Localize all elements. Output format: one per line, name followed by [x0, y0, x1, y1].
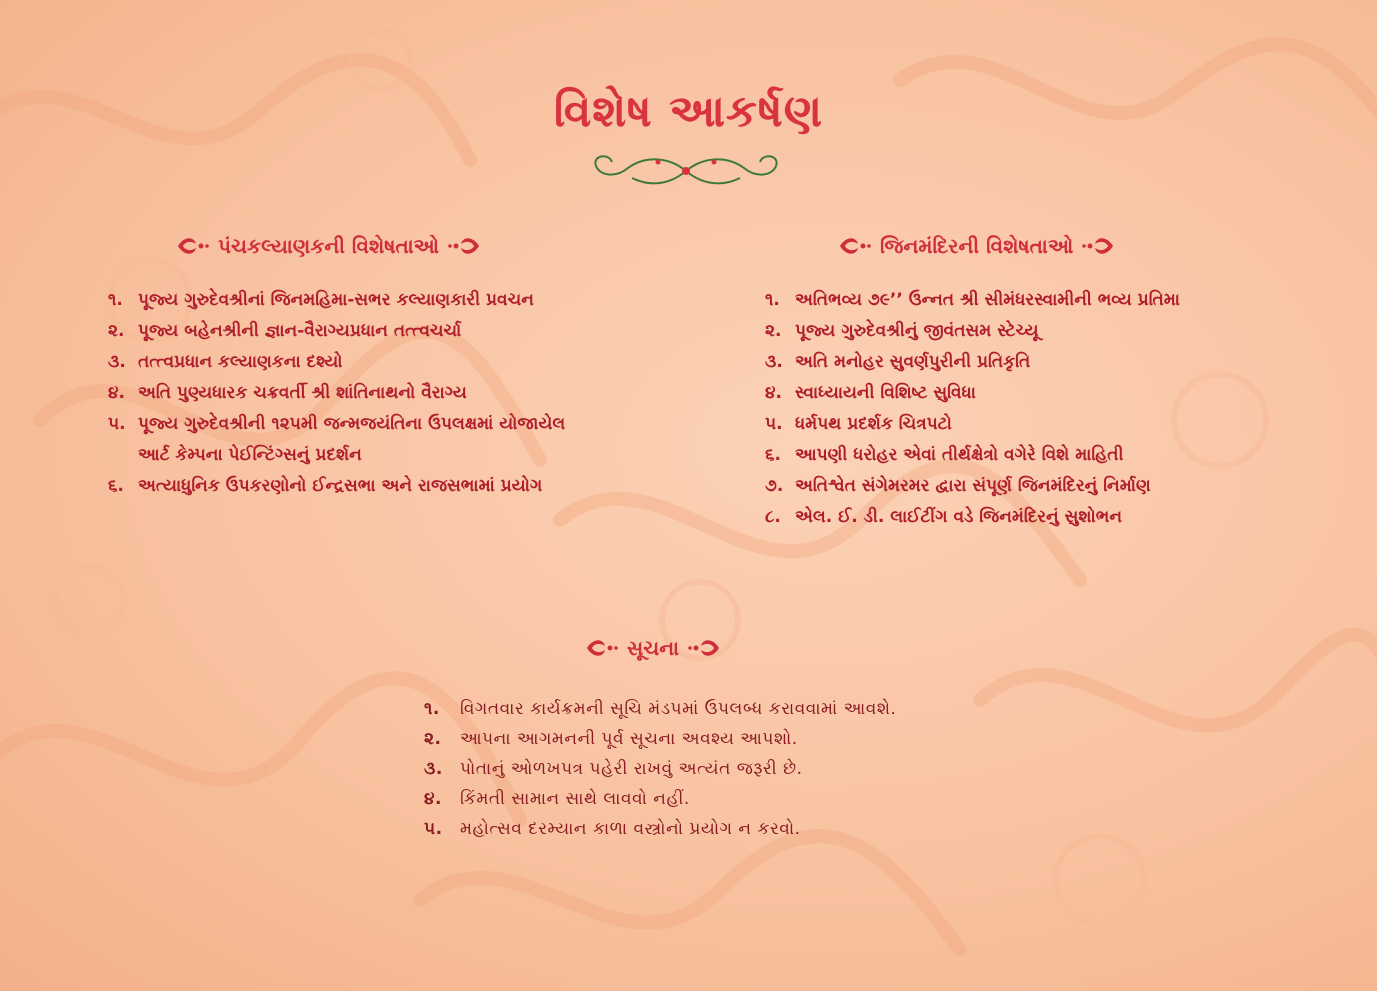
list-item: ૧. અતિભવ્ય ૭૯’’ ઉન્નત શ્રી સીમંધરસ્વામીની ભવ્ય પ્રતિમા	[765, 290, 1180, 310]
flourish-left-icon	[838, 236, 872, 256]
list-item: ૪. અતિ પુણ્યધારક ચક્રવર્તી શ્રી શાંતિનાથનો વૈરાગ્ય	[108, 383, 467, 403]
list-item: ૪. કિંમતી સામાન સાથે લાવવો નહીં.	[424, 789, 690, 809]
list-item: ૮. એલ. ઈ. ડી. લાઈટીંગ વડે જિનમંદિરનું સુશોભન	[765, 507, 1123, 527]
list-item: ૩. તત્ત્વપ્રધાન કલ્યાણકના દશ્યો	[108, 352, 343, 372]
list-item: ૧. વિગતવાર કાર્યક્રમની સૂચિ મંડપમાં ઉપલબ્ધ કરાવવામાં આવશે.	[424, 699, 897, 719]
list-item: ૬. અત્યાધુનિક ઉપકરણોનો ઈન્દ્રસભા અને રાજસભામાં પ્રયોગ	[108, 476, 543, 496]
list-item: ૧. પૂજ્ય ગુરુદેવશ્રીનાં જિનમહિમા-સભર કલ્યાણકારી પ્રવચન	[108, 290, 534, 310]
title-scroll-ornament	[588, 150, 784, 192]
right-section-list	[765, 285, 1180, 533]
left-section-heading	[176, 234, 481, 258]
notice-heading	[585, 636, 721, 660]
notice-heading-text: સૂચના	[627, 636, 679, 660]
list-item: ૩. પોતાનું ઓળખપત્ર પહેરી રાખવું અત્યંત જરૂરી છે.	[424, 759, 803, 779]
list-item: ૭. અતિશ્વેત સંગેમરમર દ્વારા સંપૂર્ણ જિનમંદિરનું નિર્માણ	[765, 476, 1151, 496]
flourish-right-icon	[687, 638, 721, 658]
list-item: ૫. પૂજ્ય ગુરુદેવશ્રીની ૧૨૫મી જન્મજયંતિના ઉપલક્ષમાં યોજાયેલ આર્ટ કેમ્પના પેઈન્ટિંગ્સનું પ્રદર્શન	[108, 414, 566, 465]
flourish-left-icon	[585, 638, 619, 658]
list-item: ૩. અતિ મનોહર સુવર્ણપુરીની પ્રતિકૃતિ	[765, 352, 1031, 372]
right-section-heading-text: જિનમંદિરની વિશેષતાઓ	[880, 234, 1074, 258]
list-item: ૪. સ્વાધ્યાયની વિશિષ્ટ સુવિધા	[765, 383, 976, 403]
notice-list	[424, 694, 896, 844]
list-item: ૨. આપના આગમનની પૂર્વ સૂચના અવશ્ય આપશો.	[424, 729, 798, 749]
list-item: ૨. પૂજ્ય ગુરુદેવશ્રીનું જીવંતસમ સ્ટેચ્યૂ	[765, 321, 1039, 341]
list-item: ૨. પૂજ્ય બહેનશ્રીની જ્ઞાન-વૈરાગ્યપ્રધાન તત્ત્વચર્ચા	[108, 321, 462, 341]
flourish-right-icon	[1081, 236, 1115, 256]
left-section-list	[108, 285, 565, 502]
flourish-right-icon	[447, 236, 481, 256]
list-item: ૫. મહોત્સવ દરમ્યાન કાળા વસ્ત્રોનો પ્રયોગ ન કરવો.	[424, 819, 801, 839]
list-item: ૫. ધર્મપથ પ્રદર્શક ચિત્રપટો	[765, 414, 952, 434]
flourish-left-icon	[176, 236, 210, 256]
list-item: ૬. આપણી ધરોહર એવાં તીર્થક્ષેત્રો વગેરે વિશે માહિતી	[765, 445, 1124, 465]
page-title: વિશેષ આકર્ષણ	[553, 86, 824, 137]
right-section-heading	[838, 234, 1115, 258]
left-section-heading-text: પંચકલ્યાણકની વિશેષતાઓ	[218, 234, 440, 258]
